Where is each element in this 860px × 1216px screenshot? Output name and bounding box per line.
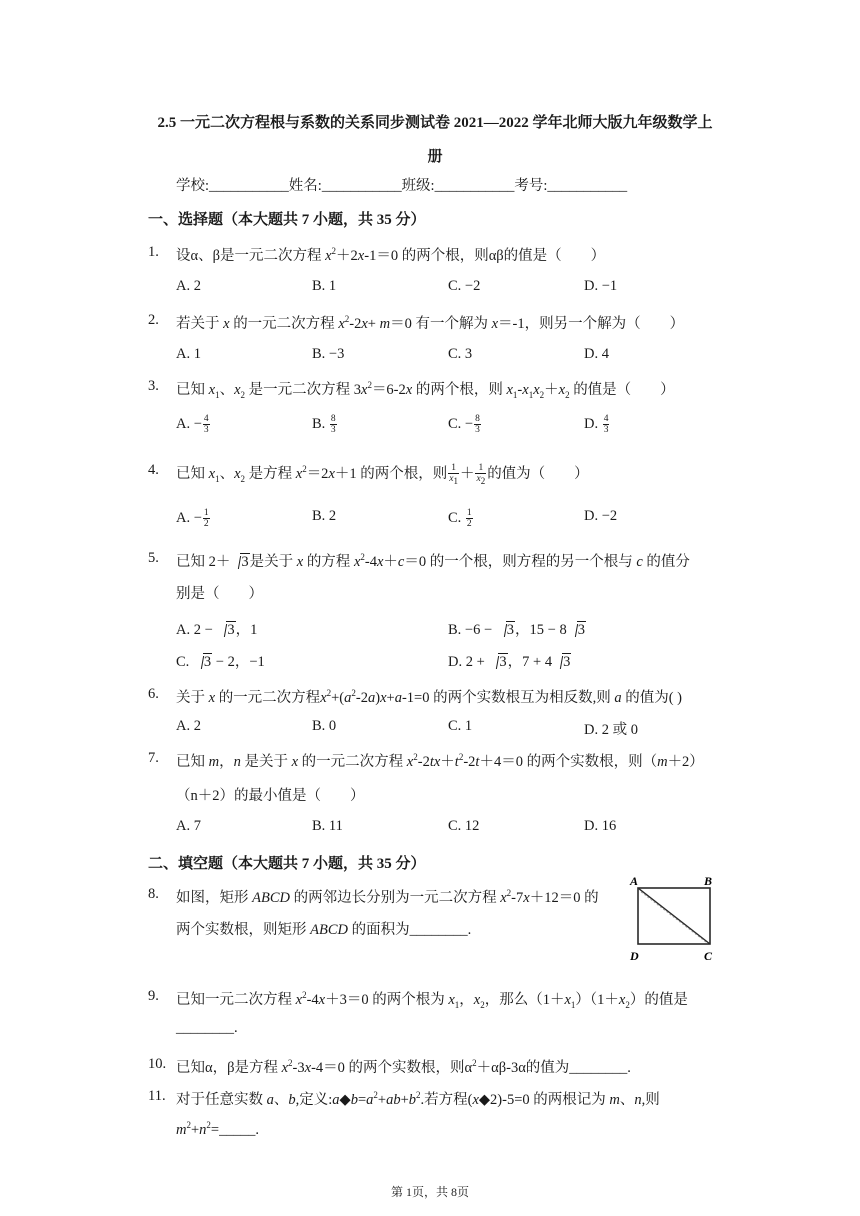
- q7-option-a[interactable]: A. 7: [176, 818, 201, 834]
- question-text: 关于 x 的一元二次方程$x^2+(a^2-2a)x+a-1=0$ 的两个实数根互为相反数,则 a 的值为( ): [176, 688, 683, 706]
- answer-blank[interactable]: ________: [409, 922, 468, 938]
- q4-option-d[interactable]: D. −2: [584, 508, 618, 524]
- document-title: [140, 106, 730, 174]
- q1-option-c[interactable]: C. −2: [448, 278, 481, 294]
- question-text: 设α、β是一元二次方程 $x^2+2x-1=0$ 的两个根，则αβ的值是（ ）: [176, 246, 606, 264]
- q1-option-b[interactable]: B. 1: [312, 278, 337, 294]
- exam-no-label: 考号:: [514, 178, 548, 194]
- q2-option-a[interactable]: A. 1: [176, 346, 201, 362]
- question-number: 2.: [148, 312, 159, 328]
- question-number: 1.: [148, 244, 159, 260]
- question-text: 对于任意实数 a、b,定义$:a◆b=a^2+ab+b^2$.若方程(x◆2)-5=0 的两根记为 m、n,则: [176, 1090, 660, 1108]
- label-b: B: [704, 874, 713, 888]
- answer-blank[interactable]: ________: [176, 1020, 234, 1036]
- title-line-2: 册: [427, 149, 443, 165]
- q1-option-d[interactable]: D. −1: [584, 278, 618, 294]
- q6-option-c[interactable]: C. 1: [448, 718, 473, 734]
- question-text: 已知一元二次方程 $x^2-4x+3=0$ 的两个根为 $x_1$，$x_2$，那么$(1+x_1)(1+x_2)$的值是: [176, 990, 688, 1010]
- q2-option-c[interactable]: C. 3: [448, 346, 473, 362]
- q5-option-a[interactable]: A. 2 − 3，1: [176, 622, 258, 638]
- q3-option-a[interactable]: A. − $\frac{4}{3}$: [176, 414, 209, 435]
- q2-option-d[interactable]: D. 4: [584, 346, 609, 362]
- q7-option-b[interactable]: B. 11: [312, 818, 343, 834]
- q1-option-a[interactable]: A. 2: [176, 278, 201, 294]
- q7-option-d[interactable]: D. 16: [584, 818, 617, 834]
- q3-option-d[interactable]: D. $\frac{4}{3}$: [584, 414, 609, 435]
- section-1-heading: 一、选择题（本大题共 7 小题，共 35 分）: [148, 212, 426, 228]
- question-text: 若关于 x 的一元二次方程 $x^2-2x+ m=0$ 有一个解为 x＝-1，则另一个解为（ ）: [176, 314, 685, 332]
- q4-option-c[interactable]: C. $\frac{1}{2}$: [448, 508, 472, 529]
- question-text: 已知 $x_1$、$x_2$ 是一元二次方程 $3x^2=6-2x$ 的两个根，则 $x_1-x_1x_2+x_2$ 的值是（ ）: [176, 380, 675, 400]
- q5-option-c[interactable]: C. 3 − 2，−1: [176, 654, 265, 670]
- q7-option-c[interactable]: C. 12: [448, 818, 480, 834]
- student-info-line: [176, 174, 627, 195]
- question-number: 3.: [148, 378, 159, 394]
- answer-blank[interactable]: ________: [569, 1060, 628, 1076]
- q4-option-a[interactable]: A. − $\frac{1}{2}$: [176, 508, 209, 529]
- q6-option-a[interactable]: A. 2: [176, 718, 201, 734]
- label-a: A: [630, 874, 639, 888]
- question-9-continuation: ________.: [176, 1020, 238, 1036]
- school-blank[interactable]: ___________: [209, 178, 289, 194]
- question-11-continuation: $m^2+n^2=\_\_\_\_\_$.: [176, 1120, 259, 1138]
- school-label: 学校:: [176, 178, 210, 194]
- question-number: 6.: [148, 686, 159, 702]
- label-d: D: [630, 949, 639, 963]
- page-footer: 第 1页，共 8页: [390, 1185, 469, 1199]
- question-8-continuation: 两个实数根，则矩形 ABCD 的面积为________.: [176, 922, 472, 938]
- question-number: 7.: [148, 750, 159, 766]
- q6-option-d[interactable]: D. 2 或 0: [584, 722, 638, 738]
- question-number: 8.: [148, 886, 159, 902]
- question-text: 已知 $x_1$、$x_2$ 是方程 $x^2=2x+1$ 的两个根，则 $\frac{1}{x_1}$ ＋ $\frac{1}{x_2}$ 的值为（ ）: [176, 463, 589, 487]
- rectangle-abcd-figure: [628, 872, 728, 964]
- q4-option-b[interactable]: B. 2: [312, 508, 337, 524]
- answer-blank[interactable]: _____: [219, 1121, 256, 1138]
- question-text: 如图，矩形 ABCD 的两邻边长分别为一元二次方程 $x^2-7x+12=0$ 的: [176, 888, 599, 906]
- title-line-1: 2.5 一元二次方程根与系数的关系同步测试卷 2021—2022 学年北师大版九年级数学上: [157, 115, 713, 131]
- question-text: 已知 m，n 是关于 x 的一元二次方程 $x^2-2tx+t^2-2t+4=0$ 的两个实数根，则（m＋2）: [176, 752, 704, 770]
- q5-option-d[interactable]: D. 2 + 3，7 + 4 3: [448, 654, 571, 670]
- class-blank[interactable]: ___________: [434, 178, 515, 194]
- q5-option-b[interactable]: B. −6 − 3，15 − 8 3: [448, 622, 585, 638]
- question-number: 11.: [148, 1088, 166, 1104]
- diagonal-shadow: [641, 892, 707, 943]
- exam-no-blank[interactable]: ___________: [547, 178, 628, 194]
- question-text: 已知α，β是方程 $x^2-3x-4=0$ 的两个实数根，则$\alpha^2+\alpha\beta-3\alpha$的值为________.: [176, 1058, 631, 1076]
- q2-option-b[interactable]: B. −3: [312, 346, 345, 362]
- question-number: 5.: [148, 550, 159, 566]
- question-5-continuation: 别是（ ）: [176, 586, 263, 602]
- q3-option-c[interactable]: C. − $\frac{8}{3}$: [448, 414, 480, 435]
- diagonal-ac: [638, 888, 710, 944]
- q3-option-b[interactable]: B. $\frac{8}{3}$: [312, 414, 336, 435]
- question-number: 10.: [148, 1056, 167, 1072]
- question-7-continuation: （n＋2）的最小值是（ ）: [176, 788, 365, 804]
- name-label: 姓名:: [288, 178, 322, 194]
- class-label: 班级:: [401, 178, 435, 194]
- label-c: C: [704, 949, 713, 963]
- name-blank[interactable]: ___________: [321, 178, 402, 194]
- question-text: 已知 2＋ 3是关于 x 的方程 $x^2-4x+c=0$ 的一个根，则方程的另一个根与 c 的值分: [176, 552, 690, 570]
- question-number: 9.: [148, 988, 159, 1004]
- section-2-heading: 二、填空题（本大题共 7 小题，共 35 分）: [148, 856, 426, 872]
- question-number: 4.: [148, 462, 159, 478]
- q6-option-b[interactable]: B. 0: [312, 718, 337, 734]
